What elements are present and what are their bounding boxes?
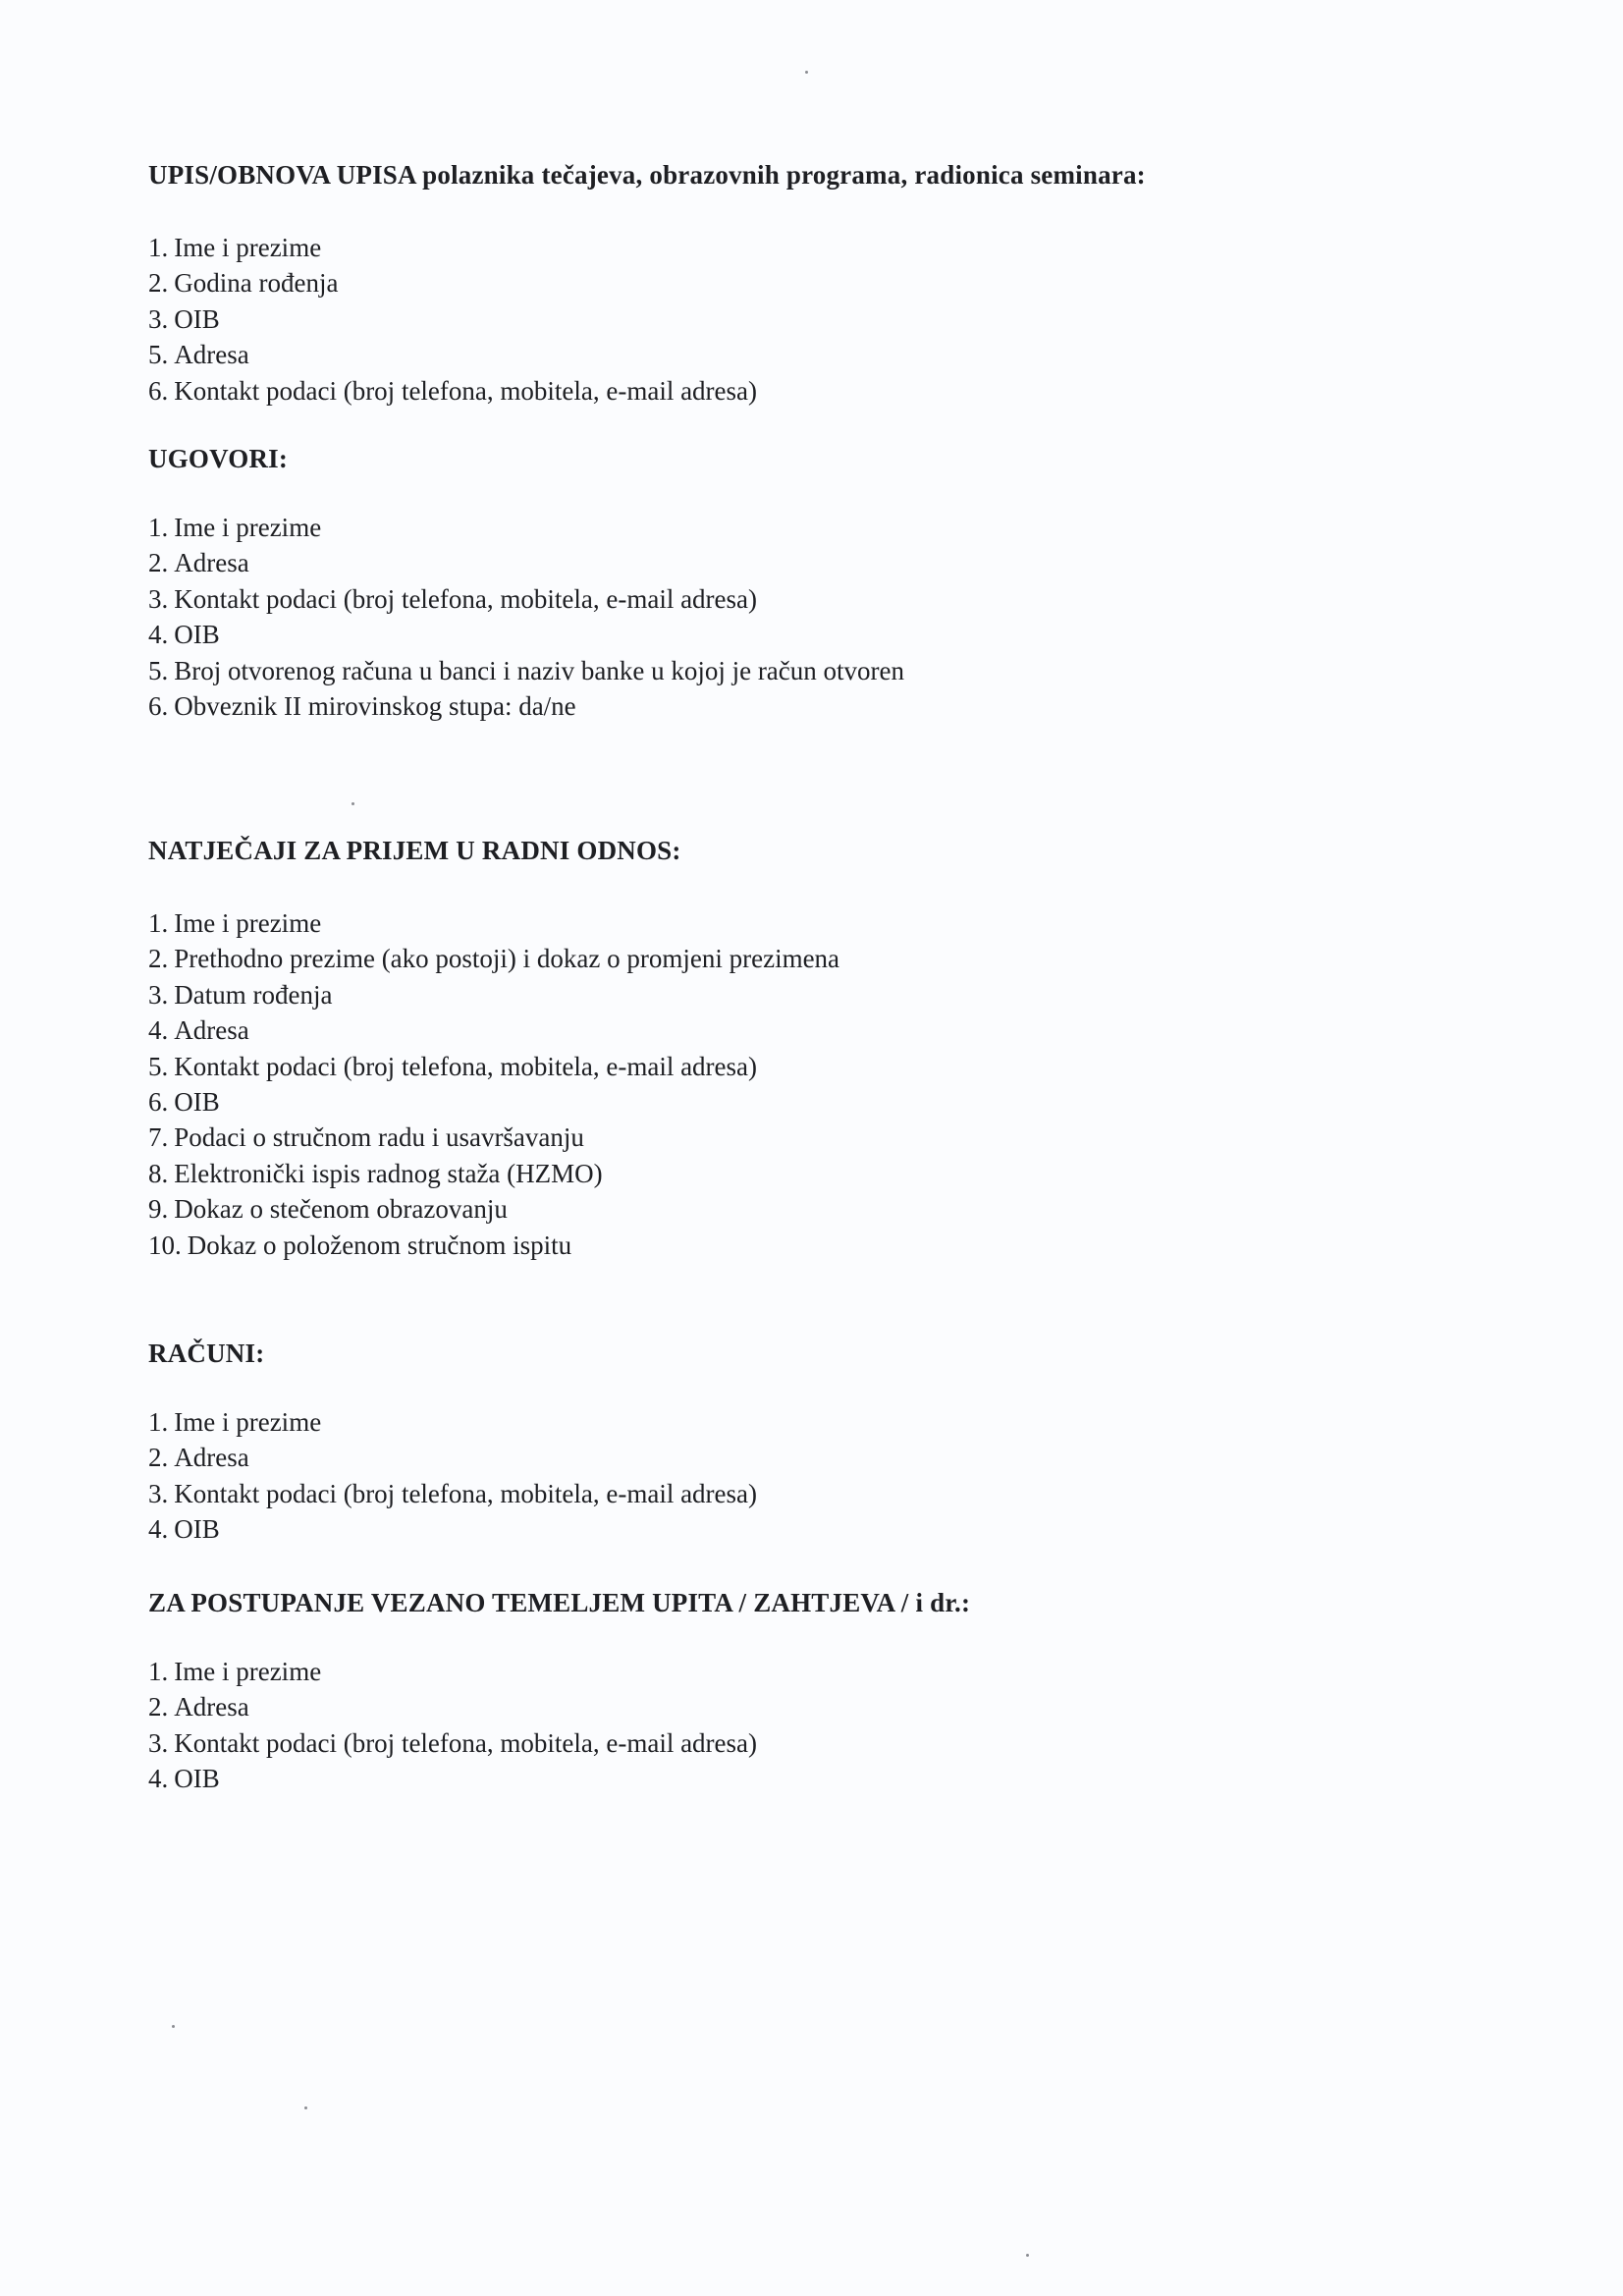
section-heading: UGOVORI: [148,444,289,473]
list-item: 1. Ime i prezime [148,1657,322,1686]
scan-speck [805,71,808,74]
list-item: 2. Prethodno prezime (ako postoji) i dokaz o promjeni prezimena [148,944,840,974]
list-item: 3. Kontakt podaci (broj telefona, mobitela, e-mail adresa) [148,1727,758,1758]
list-item: 9. Dokaz o stečenom obrazovanju [148,1194,508,1225]
list-item: 10. Dokaz o položenom stručnom ispitu [148,1230,572,1260]
list-item: 2. Adresa [148,1443,249,1473]
list-item: 5. Broj otvorenog računa u banci i naziv banke u kojoj je račun otvoren [148,655,905,685]
list-item: 5. Kontakt podaci (broj telefona, mobitela, e-mail adresa) [148,1051,758,1081]
list-item: 8. Elektronički ispis radnog staža (HZMO) [148,1158,603,1188]
list-item: 7. Podaci o stručnom radu i usavršavanju [148,1122,584,1153]
section-upis [148,157,1503,409]
scan-speck [172,2025,175,2028]
list-item: 2. Adresa [148,548,249,578]
list-item: 4. Adresa [148,1015,249,1046]
list-item: 3. Kontakt podaci (broj telefona, mobitela, e-mail adresa) [148,1478,758,1508]
scan-speck [304,2106,307,2109]
list-item: 1. Ime i prezime [148,513,322,542]
list-item: 1. Ime i prezime [148,233,322,262]
list-item: 2. Godina rođenja [148,268,339,299]
item-list [148,230,1503,409]
list-item: 1. Ime i prezime [148,908,322,938]
item-list [148,1404,1503,1548]
list-item: 6. Kontakt podaci (broj telefona, mobitela, e-mail adresa) [148,375,758,406]
scan-speck [1026,2254,1029,2257]
list-item: 3. Datum rođenja [148,979,333,1010]
list-item: 6. OIB [148,1087,220,1118]
list-item: 3. Kontakt podaci (broj telefona, mobitela, e-mail adresa) [148,583,758,614]
item-list [148,1654,1503,1797]
section-ugovori [148,441,1503,724]
list-item: 4. OIB [148,620,220,650]
section-heading: NATJEČAJI ZA PRIJEM U RADNI ODNOS: [148,836,681,865]
section-upiti [148,1585,1503,1797]
list-item: 5. Adresa [148,340,249,370]
list-item: 3. OIB [148,303,220,334]
section-racuni [148,1336,1503,1548]
list-item: 6. Obveznik II mirovinskog stupa: da/ne [148,691,576,722]
section-heading: RAČUNI: [148,1339,265,1368]
scan-speck [352,802,354,805]
item-list [148,905,1503,1263]
section-heading: ZA POSTUPANJE VEZANO TEMELJEM UPITA / ZAHTJEVA / i dr.: [148,1588,971,1617]
list-item: 1. Ime i prezime [148,1407,322,1437]
list-item: 4. OIB [148,1514,220,1545]
section-natjecaji [148,833,1503,1263]
item-list [148,510,1503,724]
list-item: 4. OIB [148,1764,220,1794]
list-item: 2. Adresa [148,1692,249,1722]
section-heading: UPIS/OBNOVA UPISA polaznika tečajeva, obrazovnih programa, radionica seminara: [148,160,1146,190]
